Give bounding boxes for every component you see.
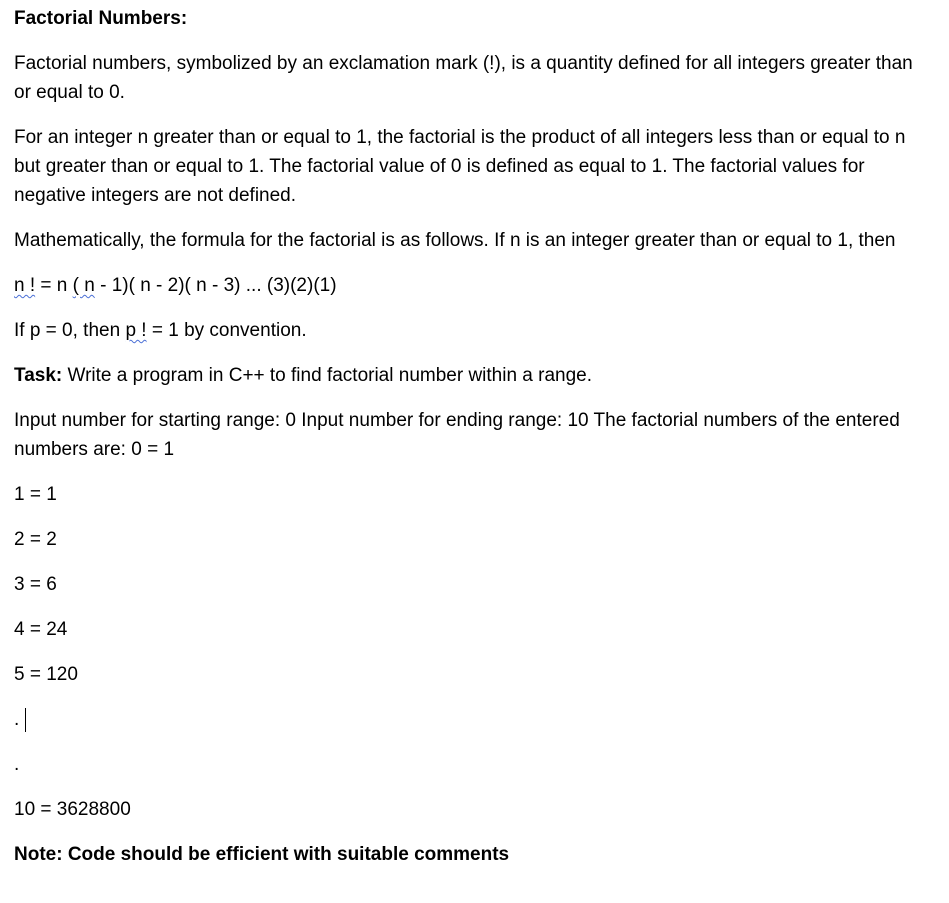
convention-pre: If p = 0, then xyxy=(14,320,126,341)
task-text: Write a program in C++ to find factorial number within a range. xyxy=(62,365,593,386)
formula-mid: ( n xyxy=(72,275,95,296)
formula-lhs: n ! xyxy=(14,275,36,296)
result-line-1: 1 = 1 xyxy=(14,484,57,505)
convention-var: p ! xyxy=(125,320,147,341)
document-heading: Factorial Numbers: xyxy=(14,8,188,29)
ellipsis-line-1[interactable] xyxy=(14,705,914,734)
result-line-4: 4 = 24 xyxy=(14,619,68,640)
result-line-3: 3 = 6 xyxy=(14,574,57,595)
convention-post: = 1 by convention. xyxy=(146,320,307,341)
task-line xyxy=(14,361,914,390)
result-line-final: 10 = 3628800 xyxy=(14,799,131,820)
result-line-2: 2 = 2 xyxy=(14,529,57,550)
formula-line xyxy=(14,271,914,300)
document-body xyxy=(14,4,914,885)
note-line: Note: Code should be efficient with suitable comments xyxy=(14,844,510,865)
paragraph-definition: Factorial numbers, symbolized by an exclamation mark (!), is a quantity defined for all integers greater than or equal to 0. xyxy=(14,53,913,103)
task-label: Task: xyxy=(14,365,63,386)
example-intro: Input number for starting range: 0 Input number for ending range: 10 The factorial numbers of the entered numbers are: 0 = 1 xyxy=(14,410,900,460)
ellipsis-dot-2: . xyxy=(14,754,20,775)
formula-rest: - 1)( n - 2)( n - 3) ... (3)(2)(1) xyxy=(94,275,337,296)
paragraph-explanation: For an integer n greater than or equal to 1, the factorial is the product of all integers less than or equal to n but greater than or equal to 1. The factorial value of 0 is defined as equal to 1. The factorial values for negative integers are not defined. xyxy=(14,127,906,206)
ellipsis-line-2 xyxy=(14,750,914,779)
text-cursor xyxy=(25,708,26,732)
convention-line xyxy=(14,316,914,345)
paragraph-formula-intro: Mathematically, the formula for the factorial is as follows. If n is an integer greater than or equal to 1, then xyxy=(14,230,896,251)
formula-eq: = n xyxy=(35,275,73,296)
ellipsis-dot-1: . xyxy=(14,709,20,730)
result-line-5: 5 = 120 xyxy=(14,664,78,685)
